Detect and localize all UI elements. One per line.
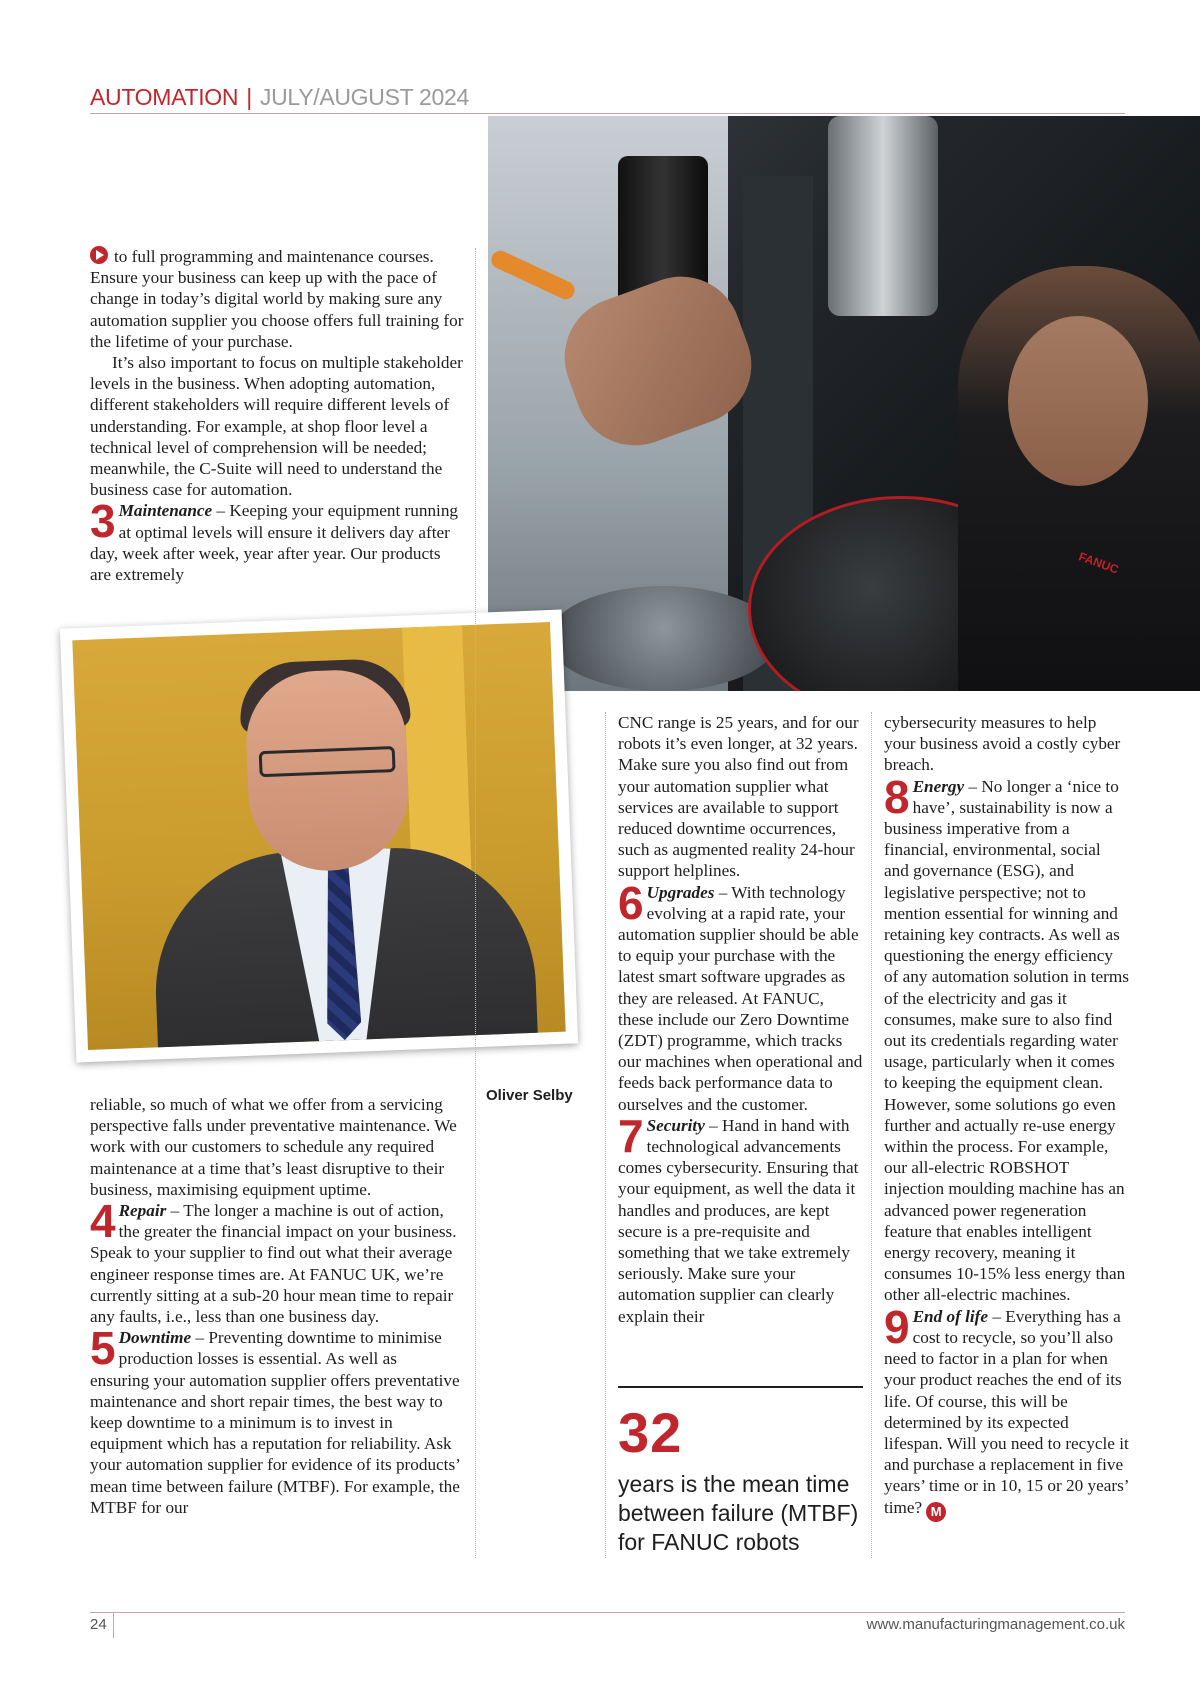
page-number-divider xyxy=(113,1612,114,1638)
column-1-top xyxy=(90,246,465,585)
item-number: 4 xyxy=(90,1195,116,1248)
rotary-table xyxy=(548,586,778,691)
pull-stat-rule xyxy=(618,1386,863,1388)
glasses xyxy=(259,746,396,777)
item-title: Repair xyxy=(118,1201,167,1221)
photo-caption: Oliver Selby xyxy=(486,1087,573,1104)
item-text: – The longer a machine is out of action, the greater the financial impact on your business. Speak to your supplier to find out what their average engineer response times are. At FANUC UK, we’re currently sitting at a sub-20 hour mean time to repair any faults, i.e., less than one business day. xyxy=(90,1201,457,1327)
pull-stat-text: years is the mean time between failure (MTBF) for FANUC robots xyxy=(618,1471,859,1555)
item-title: Maintenance xyxy=(118,501,213,521)
running-header xyxy=(90,84,469,114)
item-number: 7 xyxy=(618,1109,644,1162)
footer-rule xyxy=(90,1612,1125,1613)
machine-brand-logo: FANUC xyxy=(1076,549,1121,577)
issue-date: JULY/AUGUST 2024 xyxy=(259,84,470,110)
engineer-face xyxy=(1008,316,1148,486)
item-text: – Preventing downtime to minimise production losses is essential. As well as ensuring your automation supplier offers preventative maintenance and short repair times, the best way to keep downtime to a minimum is to invest in equipment which has a reputation for reliability. Ask your automation supplier for evidence of its products’ mean time between failure (MTBF). For example, the MTBF for our xyxy=(90,1328,460,1517)
paragraph: reliable, so much of what we offer from a servicing perspective falls under preventative maintenance. We work with our customers to schedule any required maintenance at a time that’s least disruptive to their business, maximising equipment uptime. xyxy=(90,1095,457,1199)
continued-paragraph: to full programming and maintenance courses. Ensure your business can keep up with the pace of change in today’s digital world by making sure any automation supplier you choose offers full training for the lifetime of your purchase. xyxy=(90,247,464,351)
item-title: Security xyxy=(646,1115,705,1135)
portrait-photo xyxy=(60,610,578,1063)
item-number: 6 xyxy=(618,876,644,929)
item-text: – No longer a ‘nice to have’, sustainability is now a business imperative from a financial, environmental, social and governance (ESG), and legislative perspective; not to mention essential for winning and retaining key contracts. As well as questioning the energy efficiency of any automation solution in terms of the electricity and gas it consumes, make sure to also find out its credentials regarding water usage, particularly when it comes to keeping the equipment clean. However, some solutions go even further and actually re-use energy within the process. For example, our all-electric ROBSHOT injection moulding machine has an advanced power regeneration feature that enables intelligent energy recovery, meaning it consumes 10-15% less energy than other all-electric machines. xyxy=(884,776,1129,1305)
item-title: End of life xyxy=(912,1306,989,1326)
list-item-3 xyxy=(90,495,465,585)
pull-stat-number: 32 xyxy=(618,1401,683,1464)
end-mark-icon: M xyxy=(926,1502,946,1522)
item-title: Downtime xyxy=(118,1328,192,1348)
item-number: 8 xyxy=(884,770,910,823)
item-text: – Keeping your equipment running at optimal levels will ensure it delivers day after day, week after week, year after year. Our products are extremely xyxy=(90,501,459,585)
list-item-5 xyxy=(90,1322,460,1518)
header-separator: | xyxy=(246,84,252,110)
item-number: 9 xyxy=(884,1300,910,1353)
column-rule-3 xyxy=(871,712,872,1558)
portrait-image xyxy=(72,622,565,1050)
item-text: – With technology evolving at a rapid rate, your automation supplier should be able to equip your purchase with the latest smart software upgrades as they are released. At FANUC, these include our Zero Downtime (ZDT) programme, which tracks our machines when operational and feeds back performance data to ourselves and the customer. xyxy=(618,882,863,1114)
section-name: AUTOMATION xyxy=(90,84,239,110)
page-number: 24 xyxy=(90,1616,107,1633)
column-2 xyxy=(618,712,863,1327)
hero-photo-engineer-cnc-machine xyxy=(488,116,1200,691)
item-text: – Everything has a cost to recycle, so you’ll also need to factor in a plan for when your product reaches the end of its life. Of course, this will be determined by its expected lifespan. Will you need to recycle it and purchase a replacement in five years’ time or in 10, 15 or 20 years’ time? xyxy=(884,1306,1129,1517)
column-rule-2 xyxy=(605,712,606,1558)
item-title: Energy xyxy=(912,776,965,796)
continue-arrow-icon xyxy=(90,246,108,264)
item-title: Upgrades xyxy=(646,882,715,902)
item-number: 5 xyxy=(90,1322,116,1375)
paragraph: CNC range is 25 years, and for our robots it’s even longer, at 32 years. Make sure you also find out from your automation supplier what services are available to support reduced downtime occurrences, such as augmented reality 24-hour support helplines. xyxy=(618,713,859,881)
item-text: – Hand in hand with technological advancements comes cybersecurity. Ensuring that your equipment, as well the data it handles and produces, are kept secure is a pre-requisite and something that we take extremely seriously. Make sure your automation supplier can clearly explain their xyxy=(618,1115,859,1326)
spindle-head xyxy=(828,116,938,316)
item-number: 3 xyxy=(90,495,116,548)
column-rule-1 xyxy=(475,248,476,1558)
list-item-4 xyxy=(90,1195,460,1327)
list-item-6 xyxy=(618,876,863,1115)
paragraph: It’s also important to focus on multiple stakeholder levels in the business. When adopting automation, different stakeholders will require different levels of understanding. For example, at shop floor level a technical level of comprehension will be needed; meanwhile, the C-Suite will need to understand the business case for automation. xyxy=(90,353,463,500)
column-1-bottom xyxy=(90,1094,460,1518)
list-item-7 xyxy=(618,1109,863,1327)
website-url: www.manufacturingmanagement.co.uk xyxy=(866,1616,1125,1633)
column-3 xyxy=(884,712,1129,1522)
list-item-8 xyxy=(884,770,1129,1306)
paragraph: cybersecurity measures to help your business avoid a costly cyber breach. xyxy=(884,713,1121,775)
list-item-9 xyxy=(884,1300,1129,1522)
header-rule xyxy=(90,113,1125,114)
